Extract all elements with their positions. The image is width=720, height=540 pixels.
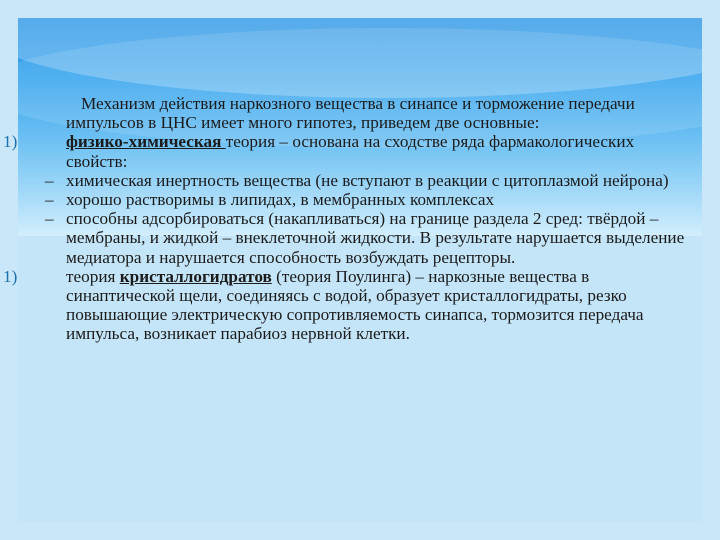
bullet-item [0, 209, 686, 267]
list-item-2-text: (теория Поулинга) – наркозные вещества в синаптической щели, соединяясь с водой, образует кристаллогидраты, резко повышающие электрическую сопротивляемость синапса, тормозится передача импульса, возникает парабиоз нервной клетки. [66, 266, 644, 344]
bullet-text: хорошо растворимы в липидах, в мембранных комплексах [66, 190, 495, 210]
list-number: 1) [3, 266, 18, 286]
list-item-1 [0, 132, 686, 170]
bullet-item [0, 171, 686, 190]
intro-paragraph: Механизм действия наркозного вещества в синапсе и торможение передачи импульсов в ЦНС имеет много гипотез, приведем две основные: [66, 94, 635, 133]
bullet-text: способны адсорбироваться (накапливаться) на границе раздела 2 сред: твёрдой – мембраны, и жидкой – внеклеточной жидкости. В результате нарушается выделение медиатора и нарушается способность возбуждать рецепторы. [66, 209, 685, 267]
bullet-item [0, 190, 686, 209]
theory-term-physicochemical: физико-химическая [66, 132, 226, 152]
dash-marker: – [45, 209, 54, 229]
list-item-2 [0, 267, 686, 344]
dash-marker: – [45, 190, 54, 210]
bullet-text: химическая инертность вещества (не вступают в реакции с цитоплазмой нейрона) [66, 170, 669, 190]
list-item-2-prefix: теория [66, 266, 120, 286]
theory-term-crystallohydrates: кристаллогидратов [119, 266, 272, 286]
dash-marker: – [45, 170, 54, 190]
list-number: 1) [3, 132, 18, 152]
slide-body [0, 94, 720, 344]
list-item-1-text: теория – основана на сходстве ряда фармакологических свойств: [66, 132, 635, 171]
